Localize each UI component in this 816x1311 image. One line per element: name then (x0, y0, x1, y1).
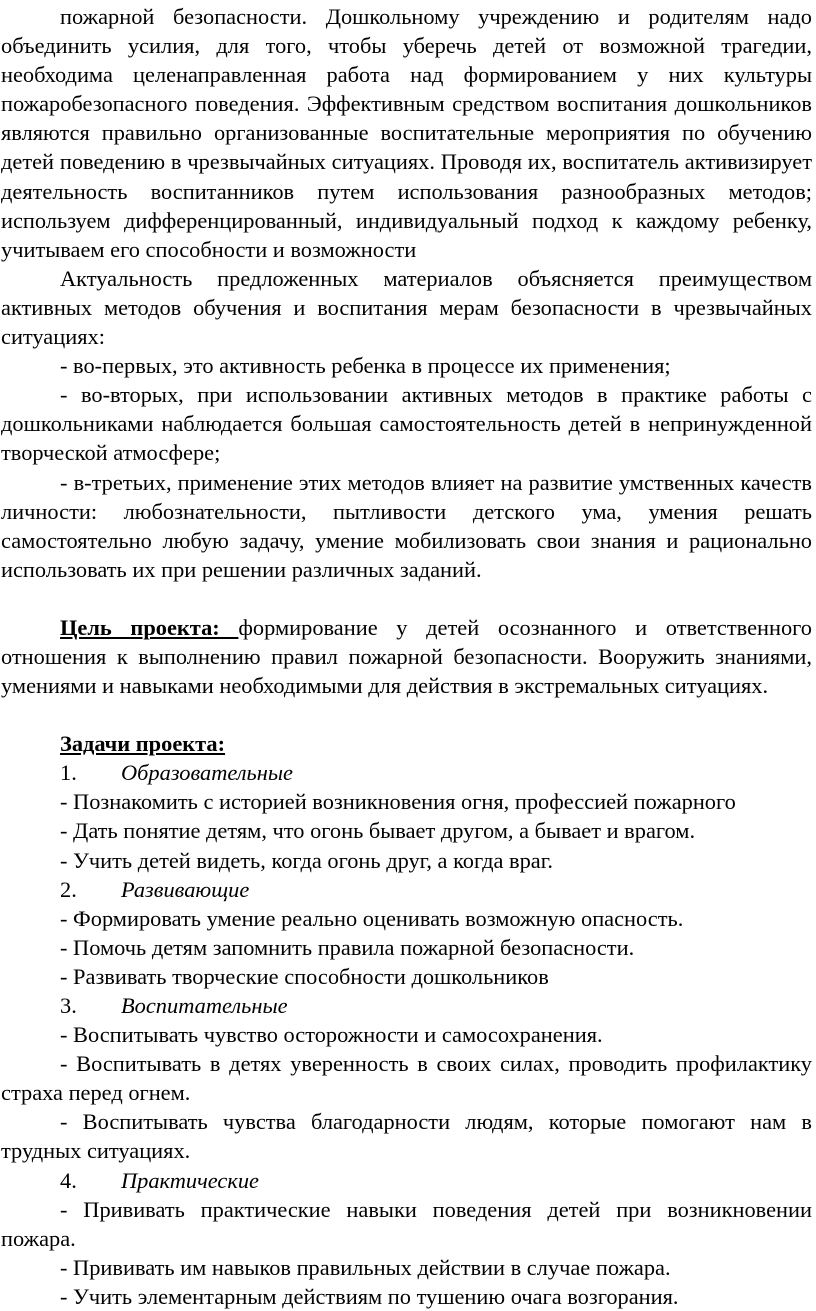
task-item: - Воспитывать в детях уверенность в своих силах, проводить профилактику страха перед огнем. (1, 1051, 812, 1106)
task-group-title (1, 758, 812, 787)
relevance-paragraph: Актуальность предложенных материалов объясняется преимуществом активных методов обучения и воспитания мерам безопасности в чрезвычайных ситуациях: (1, 265, 812, 350)
task-group-name: Развивающие (121, 876, 250, 902)
task-group-number: 2. (60, 876, 77, 902)
goal-label: Цель проекта: (60, 614, 239, 640)
task-group-number: 1. (60, 760, 77, 786)
task-item: - Воспитывать чувства благодарности людям, которые помогают нам в трудных ситуациях. (1, 1109, 812, 1164)
goal-text: формирование у детей осознанного и ответственного отношения к выполнению правил пожарной безопасности. Вооружить знаниями, умениями и навыками необходимыми для действия в экстремальных ситуациях. (1, 614, 813, 699)
task-item: - Учить детей видеть, когда огонь друг, а когда враг. (60, 847, 553, 873)
task-group-number: 3. (60, 993, 77, 1018)
task-item: - Формировать умение реально оценивать возможную опасность. (60, 905, 684, 931)
task-item: - Развивать творческие способности дошкольников (60, 963, 549, 989)
reason-second: - во-вторых, при использовании активных методов в практике работы с дошкольниками наблюдается большая самостоятельность детей в непринужденной творческой атмосфере; (1, 382, 812, 466)
task-group-title (1, 991, 812, 1020)
task-item: - Воспитывать чувство осторожности и самосохранения. (60, 1022, 603, 1048)
task-item: - Учить элементарным действиям по тушению очага возгорания. (60, 1283, 679, 1309)
task-group-title (1, 875, 812, 904)
task-group-name: Воспитательные (121, 993, 288, 1018)
task-group-name: Образовательные (121, 760, 293, 786)
task-item: - Помочь детям запомнить правила пожарной безопасности. (60, 934, 635, 960)
task-group-name: Практические (121, 1167, 259, 1193)
tasks-heading-line (1, 729, 812, 758)
task-item: - Прививать им навыков правильных действии в случае пожара. (60, 1254, 671, 1280)
reason-third: - в-третьих, применение этих методов влияет на развитие умственных качеств личности: любознательности, пытливости детского ума, умения решать самостоятельно любую задачу, умение мобилизовать свои знания и рационально использовать их при решении различных заданий. (1, 469, 812, 582)
spacer (1, 700, 812, 729)
task-group-number: 4. (60, 1167, 77, 1193)
reason-first: - во-первых, это активность ребенка в процессе их применения; (60, 353, 671, 379)
task-item: - Дать понятие детям, что огонь бывает другом, а бывает и врагом. (60, 818, 696, 844)
intro-paragraph: пожарной безопасности. Дошкольному учреждению и родителям надо объединить усилия, для того, чтобы уберечь детей от возможной трагедии, необходима целенаправленная работа над формированием у них культуры пожаробезопасного поведения. Эффективным средством воспитания дошкольников являются правильно организованные воспитательные мероприятия по обучению детей поведению в чрезвычайных ситуациях. Проводя их, воспитатель активизирует деятельность воспитанников путем использования разнообразных методов; используем дифференцированный, индивидуальный подход к каждому ребенку, учитываем его способности и возможности (1, 4, 812, 262)
goal-paragraph (1, 613, 812, 700)
tasks-heading: Задачи проекта: (60, 731, 226, 757)
task-item: - Прививать практические навыки поведения детей при возникновении пожара. (1, 1196, 812, 1251)
spacer (1, 584, 812, 613)
task-group-title (1, 1166, 812, 1195)
task-item: - Познакомить с историей возникновения огня, профессией пожарного (60, 789, 736, 815)
